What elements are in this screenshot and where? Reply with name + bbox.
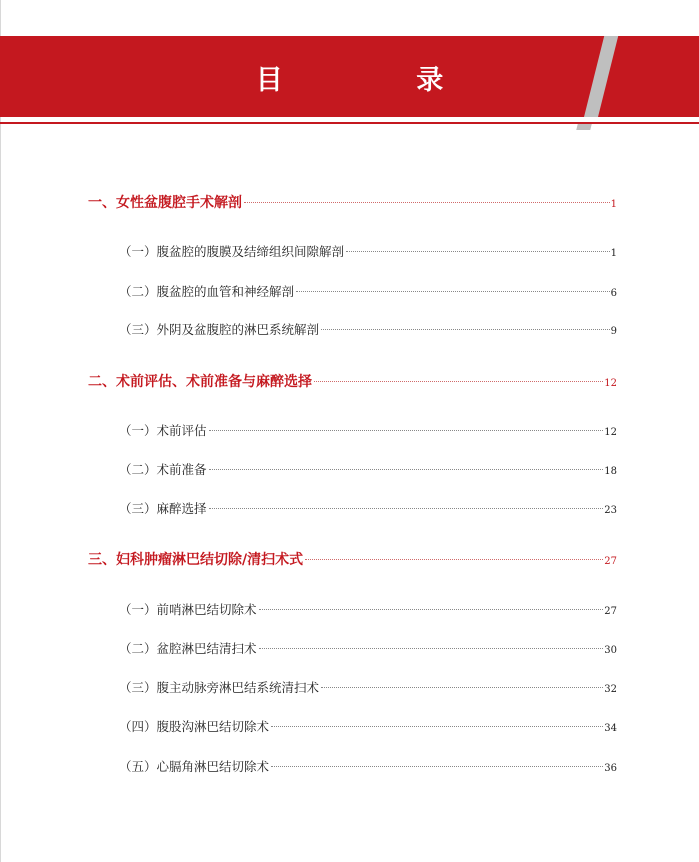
dot-leader [244, 202, 610, 203]
toc-page-number: 36 [604, 763, 617, 774]
toc-chapter-title: 二、术前评估、术前准备与麻醉选择 [88, 374, 312, 390]
toc-section-title: （一）前哨淋巴结切除术 [119, 602, 257, 617]
dot-leader [259, 648, 604, 649]
toc-chapter-title: 三、妇科肿瘤淋巴结切除/清扫术式 [88, 552, 304, 568]
toc-section-1-1[interactable] [119, 242, 617, 260]
dot-leader [209, 430, 604, 431]
dot-leader [305, 559, 603, 560]
toc-section-title: （二）腹盆腔的血管和神经解剖 [119, 284, 295, 299]
dot-leader [314, 381, 603, 382]
toc-chapter-1[interactable] [88, 192, 617, 212]
toc-page-number: 12 [604, 427, 617, 438]
toc-section-title: （三）外阴及盆腹腔的淋巴系统解剖 [119, 322, 320, 337]
toc-section-title: （一）术前评估 [119, 423, 207, 438]
toc-page-number: 32 [604, 684, 617, 695]
header-rule-accent [576, 124, 591, 130]
toc-section-title: （三）麻醉选择 [119, 501, 207, 516]
toc-section-3-5[interactable] [119, 757, 617, 775]
toc-page-number: 18 [604, 466, 617, 477]
dot-leader [346, 251, 610, 252]
toc-chapter-3[interactable] [88, 549, 617, 569]
toc-page-number: 34 [604, 723, 617, 734]
toc-section-2-3[interactable] [119, 499, 617, 517]
toc-page-number: 9 [610, 326, 617, 337]
dot-leader [259, 609, 604, 610]
toc-page-number: 27 [604, 606, 617, 617]
dot-leader [271, 766, 603, 767]
page-title: 目 录 [255, 65, 506, 96]
toc-page-number: 12 [604, 378, 617, 389]
toc-section-title: （二）术前准备 [119, 462, 207, 477]
toc-section-title: （五）心膈角淋巴结切除术 [119, 759, 270, 774]
dot-leader [321, 329, 610, 330]
toc-page-number: 1 [610, 248, 617, 259]
toc-page-number: 23 [604, 505, 617, 516]
dot-leader [321, 687, 603, 688]
toc-page-number: 1 [610, 199, 617, 210]
toc-section-title: （一）腹盆腔的腹膜及结缔组织间隙解剖 [119, 244, 345, 259]
toc-section-1-2[interactable] [119, 282, 617, 300]
toc-section-2-2[interactable] [119, 460, 617, 478]
dot-leader [296, 291, 610, 292]
toc-chapter-title: 一、女性盆腹腔手术解剖 [88, 195, 242, 211]
toc-section-3-4[interactable] [119, 717, 617, 735]
toc-section-title: （四）腹股沟淋巴结切除术 [119, 719, 270, 734]
toc-section-3-3[interactable] [119, 678, 617, 696]
toc-page-number: 30 [604, 645, 617, 656]
toc-section-3-2[interactable] [119, 639, 617, 657]
page-edge [0, 0, 1, 862]
toc-chapter-2[interactable] [88, 371, 617, 391]
toc-section-1-3[interactable] [119, 320, 617, 338]
dot-leader [271, 726, 603, 727]
toc-section-2-1[interactable] [119, 421, 617, 439]
toc-page-number: 27 [604, 556, 617, 567]
toc-section-3-1[interactable] [119, 600, 617, 618]
header-rule [0, 122, 699, 124]
toc-section-title: （二）盆腔淋巴结清扫术 [119, 641, 257, 656]
dot-leader [209, 469, 604, 470]
toc-page-number: 6 [610, 288, 617, 299]
dot-leader [209, 508, 604, 509]
toc-section-title: （三）腹主动脉旁淋巴结系统清扫术 [119, 680, 320, 695]
